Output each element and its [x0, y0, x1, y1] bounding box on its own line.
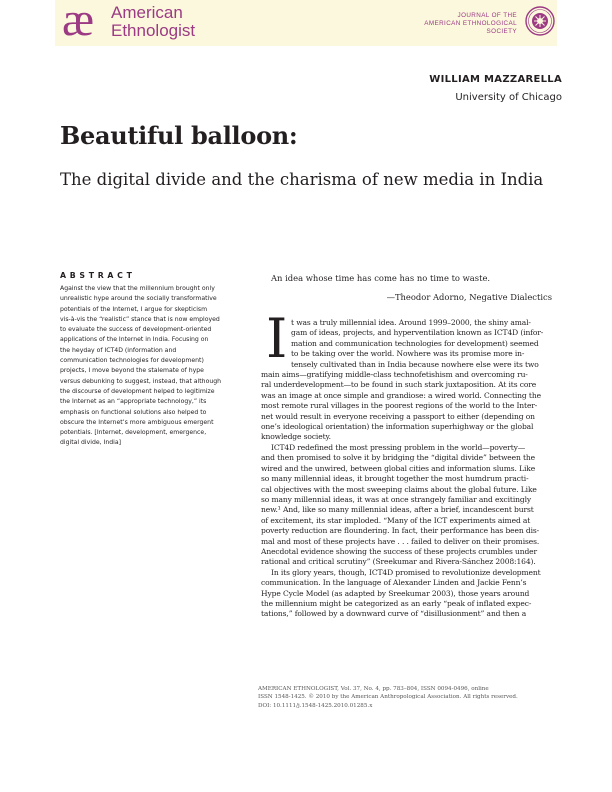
abstract-line: Against the view that the millennium brought only — [60, 285, 215, 292]
body-line: and then promised to solve it by bridging the “digital divide” between the — [261, 453, 536, 463]
abstract-text — [60, 284, 268, 449]
drop-cap: I — [266, 307, 288, 370]
body-line: so many millennial ideas, it was at once strangely familiar and excitingly — [261, 494, 532, 504]
abstract-line: vis-à-vis the “realistic” stance that is now employed — [60, 315, 220, 323]
author-affiliation: University of Chicago — [455, 92, 562, 103]
epigraph-quote: An idea whose time has come has no time to waste. — [271, 273, 491, 283]
abstract-line: the discourse of development helped to legitimize — [60, 387, 215, 395]
abstract-line: potentials of the Internet, I argue for skepticism — [60, 305, 208, 313]
publication-info-line1: AMERICAN ETHNOLOGIST, Vol. 37, No. 4, pp. 783–804, ISSN 0094-0496, online — [258, 686, 489, 692]
society-seal-icon — [525, 6, 555, 36]
body-line: tations,” followed by a downward curve of “disillusionment” and then a — [261, 609, 527, 619]
body-line: ral underdevelopment—to be found in such stark juxtaposition. At its core — [261, 380, 537, 390]
body-line: to be taking over the world. Nowhere was its promise more in- — [291, 349, 525, 359]
abstract-line: applications of the Internet in India. Focusing on — [60, 336, 209, 344]
body-line: t was a truly millennial idea. Around 1999–2000, the shiny amal- — [291, 318, 531, 327]
body-line: rational and critical scrutiny” (Sreekumar and Rivera-Sánchez 2008:164). — [261, 557, 536, 567]
journal-logo-mark: æ — [62, 0, 95, 46]
body-line: knowledge society. — [261, 432, 331, 442]
society-label-line1: JOURNAL OF THE — [457, 12, 517, 19]
body-line: Anecdotal evidence showing the success of these projects crumbles under — [261, 546, 538, 556]
body-line: wired and the unwired, between global cities and information slums. Like — [261, 463, 536, 473]
publication-info-doi: DOI: 10.1111/j.1548-1425.2010.01285.x — [258, 702, 373, 709]
body-line: one’s ideological orientation) the information superhighway or the global — [261, 422, 534, 432]
body-line: so many millennial ideas, it brought together the most humdrum practi- — [261, 474, 529, 484]
article-body — [261, 318, 562, 620]
body-line: the millennium might be categorized as an early “peak of inflated expec- — [261, 598, 532, 608]
abstract-line: emphasis on functional solutions also helped to — [60, 408, 207, 416]
publication-info-line2: ISSN 1548-1425. © 2010 by the American Anthropological Association. All rights reserved. — [258, 694, 518, 701]
publication-info — [258, 685, 518, 710]
body-line: poverty reduction are floundering. In fact, their performance has been dis- — [261, 526, 540, 536]
abstract-line: communication technologies for development) — [60, 357, 204, 365]
body-line: net would result in everyone receiving a passport to either (depending on — [261, 411, 535, 421]
abstract-line: digital divide, India] — [60, 439, 122, 447]
article-title: Beautiful balloon: — [60, 121, 298, 150]
body-line: ICT4D redefined the most pressing problem in the world—poverty— — [271, 442, 526, 452]
abstract-line: projects, I move beyond the stalemate of hype — [60, 367, 204, 375]
article-subtitle: The digital divide and the charisma of new media in India — [60, 170, 544, 189]
abstract-heading: ABSTRACT — [60, 271, 136, 280]
author-name: WILLIAM MAZZARELLA — [429, 74, 562, 85]
body-line: mal and most of these projects have . . . failed to deliver on their promises. — [261, 536, 540, 546]
journal-name-line1: American — [111, 3, 183, 22]
body-line: tensely cultivated than in India because nowhere else were its two — [291, 359, 539, 369]
body-line: new.¹ And, like so many millennial ideas, after a brief, incandescent burst — [261, 505, 534, 515]
abstract-line: to evaluate the success of development-oriented — [60, 326, 212, 334]
epigraph-source: —Theodor Adorno, Negative Dialectics — [386, 292, 552, 302]
body-line: In its glory years, though, ICT4D promised to revolutionize development — [271, 567, 541, 577]
abstract-line: versus debunking to suggest, instead, that although — [60, 377, 222, 385]
society-label-line2: AMERICAN ETHNOLOGICAL — [424, 20, 517, 27]
abstract-line: the Internet as an “appropriate technology,” its — [60, 398, 207, 406]
journal-name-line2: Ethnologist — [111, 21, 196, 40]
abstract-line: unrealistic hype around the socially transformative — [60, 295, 217, 303]
body-line: cal objectives with the most sweeping claims about the global future. Like — [261, 484, 537, 494]
body-line: mation and communication technologies for development) seemed — [291, 338, 539, 348]
abstract-line: the heyday of ICT4D (information and — [60, 346, 177, 354]
body-line: was an image at once simple and grandiose: a wired world. Connecting the — [261, 390, 541, 400]
society-label-line3: SOCIETY — [486, 28, 517, 35]
body-line: Hype Cycle Model (as adapted by Sreekumar 2003), those years around — [261, 588, 530, 598]
abstract-line: obscure the Internet’s more ambiguous emergent — [60, 418, 214, 426]
abstract-line: potentials. [Internet, development, emergence, — [60, 429, 207, 437]
body-line: most remote rural villages in the poorest regions of the world to the Inter- — [261, 401, 538, 411]
body-line: gam of ideas, projects, and hyperventilation known as ICT4D (infor- — [291, 328, 544, 338]
body-line: of excitement, its star imploded. “Many of the ICT experiments aimed at — [261, 515, 531, 525]
body-line: main aims—gratifying middle-class technofetishism and overcoming ru- — [261, 370, 528, 380]
body-line: communication. In the language of Alexander Linden and Jackie Fenn’s — [261, 578, 527, 588]
